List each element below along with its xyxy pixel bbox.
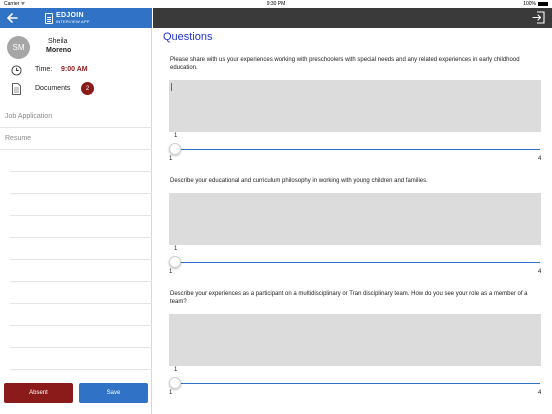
rating-slider-track[interactable] [172,383,540,384]
top-bar [153,8,552,28]
carrier-label: Carrier ᯤ [4,1,26,7]
page-title: Questions [163,31,213,43]
save-button[interactable]: Save [79,383,148,403]
list-item [10,238,152,260]
logo-subtitle: INTERVIEW APP [56,19,90,24]
time-value: 9:00 AM [61,66,88,73]
sidebar [0,8,152,414]
text-cursor [171,83,172,91]
list-item [10,216,152,238]
battery-icon [538,2,548,6]
rating-min-label: 1 [169,156,173,162]
rating-slider-track[interactable] [172,149,540,150]
question-text: Please share with us your experiences working with preschoolers with special needs and any related experiences in early childhood education. [170,57,520,71]
rating-slider-thumb[interactable] [169,377,181,389]
rating-max-label: 4 [538,156,542,162]
list-item [10,172,152,194]
rating-max-label: 4 [538,390,542,396]
question-text: Describe your experiences as a participant on a multidisciplinary or Tran disciplinary team. How do you see your role as a member of a team? [170,291,528,305]
absent-button[interactable]: Absent [4,383,73,403]
time-label: Time: [35,66,53,73]
rating-slider-thumb[interactable] [169,143,181,155]
app-logo [45,11,90,25]
candidate-first-name: Sheila [48,38,68,45]
clock-icon [11,65,22,76]
rating-max-label: 4 [538,269,542,275]
list-item [10,282,152,304]
list-item [10,348,152,370]
sidebar-header [0,8,152,28]
battery-percent: 100% [523,1,536,7]
list-item [10,304,152,326]
answer-textarea[interactable] [169,80,541,132]
list-item [10,194,152,216]
sidebar-list [0,106,152,370]
list-item [10,326,152,348]
list-item [10,260,152,282]
avatar: SM [7,36,30,59]
document-icon [12,83,21,95]
battery-indicator [523,1,548,7]
logo-book-icon [45,13,53,24]
sidebar-item-job-application[interactable]: Job Application [0,106,152,128]
rating-slider-thumb[interactable] [169,256,181,268]
rating-value: 1 [174,246,178,252]
sidebar-item-resume[interactable]: Resume [0,128,152,150]
status-bar [0,0,552,8]
logo-title: EDJOIN [56,12,84,19]
answer-textarea[interactable] [169,314,541,366]
rating-value: 1 [174,133,178,139]
rating-min-label: 1 [169,269,173,275]
candidate-last-name: Moreno [46,47,72,54]
question-text: Describe your educational and curriculum philosophy in working with young children and families. [170,178,428,184]
answer-textarea[interactable] [169,193,541,245]
rating-value: 1 [174,367,178,373]
documents-count-badge[interactable]: 2 [81,82,94,95]
rating-min-label: 1 [169,390,173,396]
status-time: 9:30 PM [266,1,286,7]
back-arrow-icon[interactable] [5,11,19,25]
rating-slider-track[interactable] [172,262,540,263]
documents-label[interactable]: Documents [35,85,71,92]
exit-icon[interactable] [532,11,545,24]
list-item [10,150,152,172]
